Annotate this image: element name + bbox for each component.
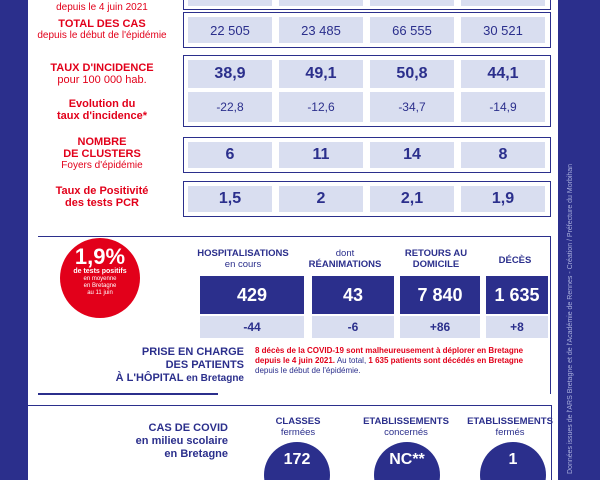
- badge-line2: en moyenne: [83, 276, 117, 282]
- positivite-value: 2,1: [370, 186, 454, 212]
- positivite-value: 1,9: [461, 186, 545, 212]
- hospital-title-line1: PRISE EN CHARGE: [141, 346, 244, 358]
- hosp-delta: -44: [200, 316, 304, 338]
- taux-incidence-subtitle: pour 100 000 hab.: [57, 74, 147, 86]
- hosp-header: [480, 255, 550, 266]
- total-cas-value: 66 555: [370, 17, 454, 43]
- hospital-title-line3-region: en Bretagne: [183, 373, 244, 384]
- side-credit: Données issues de l'ARS Bretagne et de l'Académie de Rennes - Création / Préfecture du Morbihan: [567, 163, 574, 474]
- hosp-header-line2: en cours: [224, 259, 262, 270]
- hosp-delta: +86: [400, 316, 480, 338]
- evolution-title-line2: taux d'incidence*: [56, 110, 148, 122]
- hospital-note-line2: [255, 356, 551, 366]
- hosp-header-line1: dont: [335, 248, 355, 259]
- school-value-circle: 172: [264, 442, 330, 480]
- school-header: [248, 416, 348, 438]
- badge-line4: au 11 juin: [87, 290, 113, 296]
- top-row-box: [183, 0, 551, 10]
- positivite-title-line1: Taux de Positivité: [55, 185, 149, 197]
- hosp-header-line1: RETOURS AU: [404, 248, 468, 259]
- school-header-line2: fermées: [280, 427, 316, 438]
- hosp-delta: -6: [312, 316, 394, 338]
- total-cas-label: [28, 18, 176, 42]
- clusters-value: 6: [188, 142, 272, 168]
- incidence-value: 44,1: [461, 60, 545, 88]
- hosp-delta: +8: [486, 316, 548, 338]
- hospital-title-line3-main: À L'HÔPITAL: [115, 372, 184, 384]
- school-header-line1: ETABLISSEMENTS: [467, 416, 553, 427]
- top-row-cell-3: [370, 0, 454, 6]
- school-title: [88, 422, 228, 461]
- hosp-value: 43: [312, 276, 394, 314]
- incidence-value: 38,9: [188, 60, 272, 88]
- school-title-line1: CAS DE COVID: [148, 422, 228, 434]
- top-row-label: [28, 0, 176, 14]
- badge-value: 1,9%: [74, 244, 126, 269]
- hospital-title: [84, 346, 244, 385]
- clusters-box: [183, 137, 551, 173]
- incidence-box: [183, 55, 551, 127]
- hosp-header: [193, 248, 293, 270]
- positivite-value: 1,5: [188, 186, 272, 212]
- total-cas-title: TOTAL DES CAS: [58, 18, 146, 30]
- clusters-label: [28, 136, 176, 172]
- school-title-line3: en Bretagne: [164, 448, 228, 460]
- hospital-title-line3: [84, 372, 244, 385]
- total-cas-value: 22 505: [188, 17, 272, 43]
- hospital-note-line1: 8 décès de la COVID-19 sont malheureusement à déplorer en Bretagne: [255, 346, 524, 355]
- taux-incidence-label: [28, 62, 176, 86]
- hosp-header-line2: DOMICILE: [412, 259, 460, 270]
- taux-incidence-title: TAUX D'INCIDENCE: [50, 62, 154, 74]
- clusters-value: 8: [461, 142, 545, 168]
- school-value-circle: NC**: [374, 442, 440, 480]
- top-row-cell-2: [279, 0, 363, 6]
- incidence-value: 49,1: [279, 60, 363, 88]
- positivite-value: 2: [279, 186, 363, 212]
- hosp-value: 429: [200, 276, 304, 314]
- evolution-title-line1: Evolution du: [68, 98, 136, 110]
- badge-line1: de tests positifs: [73, 268, 127, 275]
- school-header-line1: ETABLISSEMENTS: [363, 416, 449, 427]
- total-cas-value: 23 485: [279, 17, 363, 43]
- infographic-card: [28, 0, 558, 480]
- top-row-cell-1: [188, 0, 272, 6]
- hosp-header: [305, 248, 385, 270]
- clusters-title-line1: NOMBRE: [77, 136, 127, 148]
- evolution-value: -34,7: [370, 92, 454, 122]
- clusters-subtitle: Foyers d'épidémie: [61, 160, 143, 171]
- hospital-note-mid: Au total,: [335, 356, 369, 365]
- evolution-value: -22,8: [188, 92, 272, 122]
- top-row-subtitle: depuis le 4 juin 2021: [56, 2, 148, 13]
- school-header-line2: fermés: [495, 427, 525, 438]
- school-value-circle: 1: [480, 442, 546, 480]
- hosp-header-line2: RÉANIMATIONS: [308, 259, 382, 270]
- positivite-box: [183, 181, 551, 217]
- top-row-cell-4: [461, 0, 545, 6]
- total-cas-subtitle: depuis le début de l'épidémie: [37, 30, 167, 41]
- hosp-value: 7 840: [400, 276, 480, 314]
- school-header-line2: concernés: [384, 427, 428, 438]
- hosp-header-line1: HOSPITALISATIONS: [197, 248, 289, 259]
- hospital-note: [255, 346, 551, 376]
- total-cas-box: [183, 12, 551, 48]
- clusters-title-line2: DE CLUSTERS: [63, 148, 141, 160]
- badge-line3: en Bretagne: [83, 283, 117, 289]
- hospital-note-total: 1 635 patients sont décédés en Bretagne: [368, 356, 524, 365]
- total-cas-value: 30 521: [461, 17, 545, 43]
- clusters-value: 11: [279, 142, 363, 168]
- evolution-label: [28, 98, 176, 122]
- school-header: [460, 416, 558, 438]
- hosp-header-line1: DÉCÈS: [498, 255, 532, 266]
- incidence-value: 50,8: [370, 60, 454, 88]
- hospital-title-line2: DES PATIENTS: [165, 359, 244, 371]
- positivite-label: [28, 185, 176, 209]
- positivite-title-line2: des tests PCR: [65, 197, 139, 209]
- hospital-note-line3: depuis le début de l'épidémie.: [255, 366, 361, 375]
- hospital-left-bottom-line: [38, 393, 218, 395]
- evolution-value: -14,9: [461, 92, 545, 122]
- school-title-line2: en milieu scolaire: [135, 435, 228, 447]
- hosp-header: [396, 248, 476, 270]
- clusters-value: 14: [370, 142, 454, 168]
- evolution-value: -12,6: [279, 92, 363, 122]
- school-header-line1: CLASSES: [275, 416, 321, 427]
- hosp-value: 1 635: [486, 276, 548, 314]
- hospital-note-date: depuis le 4 juin 2021.: [255, 356, 336, 365]
- school-header: [356, 416, 456, 438]
